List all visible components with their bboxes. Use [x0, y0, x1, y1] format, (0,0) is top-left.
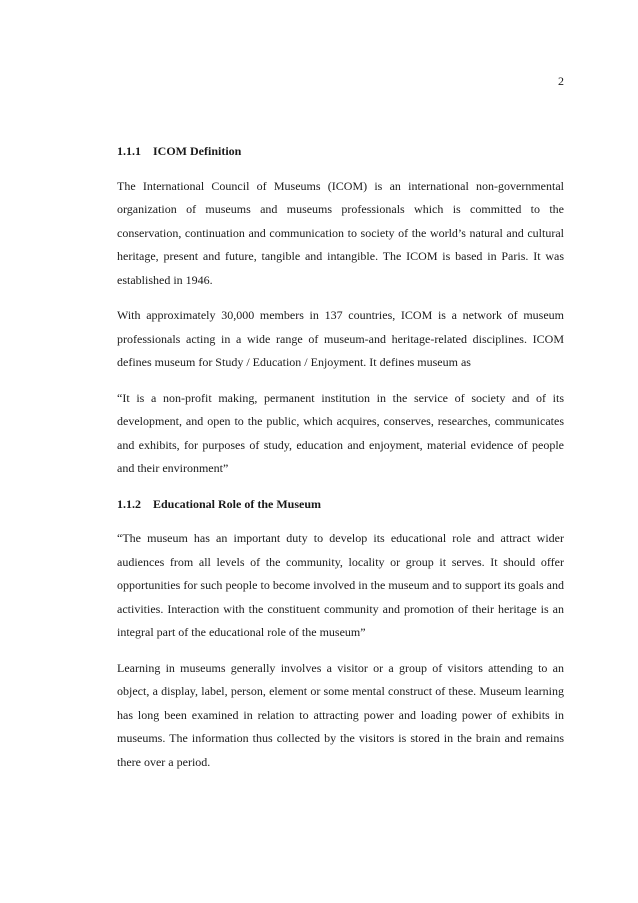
quoted-paragraph: “The museum has an important duty to develop its educational role and attract wider audiences from all levels of the community, locality or group it serves. It should offer opportunities for such people to become involved in the museum and to support its goals and activities. Interaction with the constituent community and promotion of their heritage is an integral part of the educational role of the museum” — [117, 531, 564, 639]
body-paragraph: The International Council of Museums (ICOM) is an international non-governmental organization of museums and museums professionals which is committed to the conservation, continuation and communication to society of the world’s natural and cultural heritage, present and future, tangible and intangible. The ICOM is based in Paris. It was established in 1946. — [117, 178, 564, 287]
section-educational-role — [117, 493, 564, 775]
section-number: 1.1.2 — [117, 496, 141, 511]
quoted-definition: “It is a non-profit making, permanent institution in the service of society and of its development, and open to the public, which acquires, conserves, researches, communicates and exhibits, for purposes of study, education and enjoyment, material evidence of people and their environment” — [117, 390, 564, 475]
section-heading — [117, 140, 564, 164]
body-paragraph: With approximately 30,000 members in 137 countries, ICOM is a network of museum professionals acting in a wide range of museum-and heritage-related disciplines. ICOM defines museum for Study / Education / Enjoyment. It defines museum as — [117, 308, 564, 369]
section-heading — [117, 493, 564, 517]
section-title: Educational Role of the Museum — [153, 496, 321, 511]
page-content — [117, 140, 564, 786]
page-number: 2 — [558, 74, 564, 88]
section-title: ICOM Definition — [153, 144, 242, 158]
section-icom-definition — [117, 140, 564, 481]
section-number: 1.1.1 — [117, 144, 141, 158]
body-paragraph: Learning in museums generally involves a visitor or a group of visitors attending to an object, a display, label, person, element or some mental construct of these. Museum learning has long been examined in relation to attracting power and loading power of exhibits in museums. The information thus collected by the visitors is stored in the brain and remains there over a period. — [117, 660, 564, 769]
